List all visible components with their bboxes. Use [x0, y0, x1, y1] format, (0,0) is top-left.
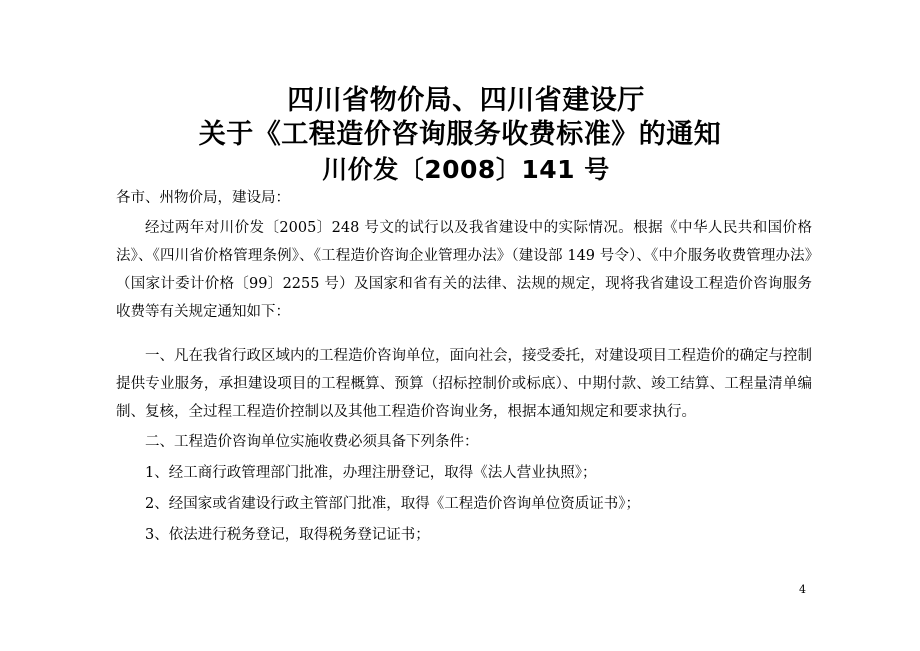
title-line-1: 四川省物价局、四川省建设厅	[287, 85, 645, 116]
condition-item-2: 2、经国家或省建设行政主管部门批准，取得《工程造价咨询单位资质证书》；	[145, 496, 640, 512]
condition-item-1: 1、经工商行政管理部门批准，办理注册登记，取得《法人营业执照》；	[145, 465, 597, 481]
salutation: 各市、州物价局，建设局：	[116, 190, 290, 206]
condition-item-3: 3、依法进行税务登记，取得税务登记证书；	[145, 527, 430, 543]
title-line-2: 关于《工程造价咨询服务收费标准》的通知	[198, 119, 722, 150]
page-number: 4	[799, 583, 806, 596]
paragraph-intro: 经过两年对川价发〔2005〕248 号文的试行以及我省建设中的实际情况。根据《中华人民共和国价格法》、《四川省价格管理条例》、《工程造价咨询企业管理办法》（建设部 149 号令）、《中介服务收费管理办法》（国家计委计价格〔99〕2255 号）及国家和省有关的法律、法规的规定，现将我省建设工程造价咨询服务收费等有关规定通知如下：	[116, 220, 812, 320]
document-number: 川价发〔2008〕141 号	[322, 155, 610, 184]
paragraph-section-1: 一、凡在我省行政区域内的工程造价咨询单位，面向社会，接受委托，对建设项目工程造价的确定与控制提供专业服务，承担建设项目的工程概算、预算（招标控制价或标底）、中期付款、竣工结算、工程量清单编制、复核，全过程工程造价控制以及其他工程造价咨询业务，根据本通知规定和要求执行。	[116, 348, 812, 420]
section-2-heading: 二、工程造价咨询单位实施收费必须具备下列条件：	[145, 434, 479, 450]
